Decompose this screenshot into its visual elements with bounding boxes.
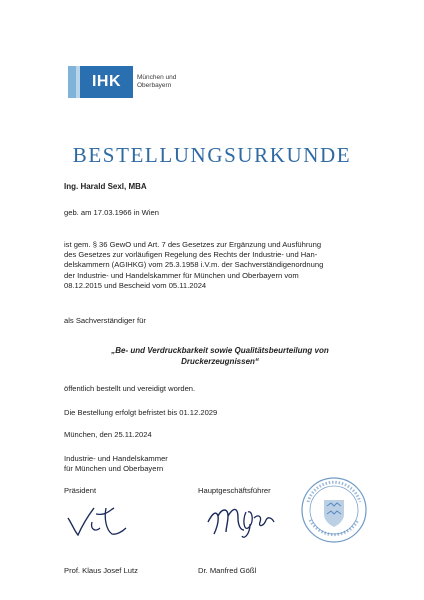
- sworn-statement: öffentlich bestellt und vereidigt worden.: [64, 384, 196, 393]
- ihk-logo: [68, 66, 133, 98]
- signature-ceo: [206, 500, 276, 540]
- recipient-name: Ing. Harald Sexl, MBA: [64, 182, 147, 191]
- issuing-chamber: Industrie- und Handelskammer für München und Oberbayern: [64, 454, 168, 474]
- appointment-term: Die Bestellung erfolgt befristet bis 01.12.2029: [64, 408, 218, 417]
- legal-paragraph: ist gem. § 36 GewO und Art. 7 des Gesetzes zur Ergänzung und Ausführung des Gesetzes zur vorläufigen Regelung des Rechts der Industrie- und Han- delskammern (AGIHKG) vom 25.3.1958 i.V.m. der Sachverständigenordnung der Industrie- und Handelskammer für München und Oberbayern vom 08.12.2015 und Bescheid vom 05.11.2024: [64, 240, 324, 290]
- specialty-field: „Be- und Verdruckbarkeit sowie Qualitätsbeurteilung von Druckerzeugnissen“: [111, 346, 329, 366]
- logo-box: [80, 66, 133, 98]
- place-date: München, den 25.11.2024: [64, 430, 152, 439]
- document-title: BESTELLUNGSURKUNDE: [72, 143, 352, 167]
- signatory-role-ceo: Hauptgeschäftsführer: [198, 486, 271, 495]
- signatory-name-ceo: Dr. Manfred Gößl: [198, 566, 257, 575]
- logo-subtitle: München und Oberbayern: [137, 74, 177, 89]
- signature-president: [66, 504, 128, 538]
- role-intro: als Sachverständiger für: [64, 316, 146, 325]
- birth-info: geb. am 17.03.1966 in Wien: [64, 208, 159, 217]
- signatory-name-president: Prof. Klaus Josef Lutz: [64, 566, 138, 575]
- official-seal-icon: [300, 476, 368, 544]
- logo-mark: IHK: [91, 73, 122, 90]
- signatory-role-president: Präsident: [64, 486, 97, 495]
